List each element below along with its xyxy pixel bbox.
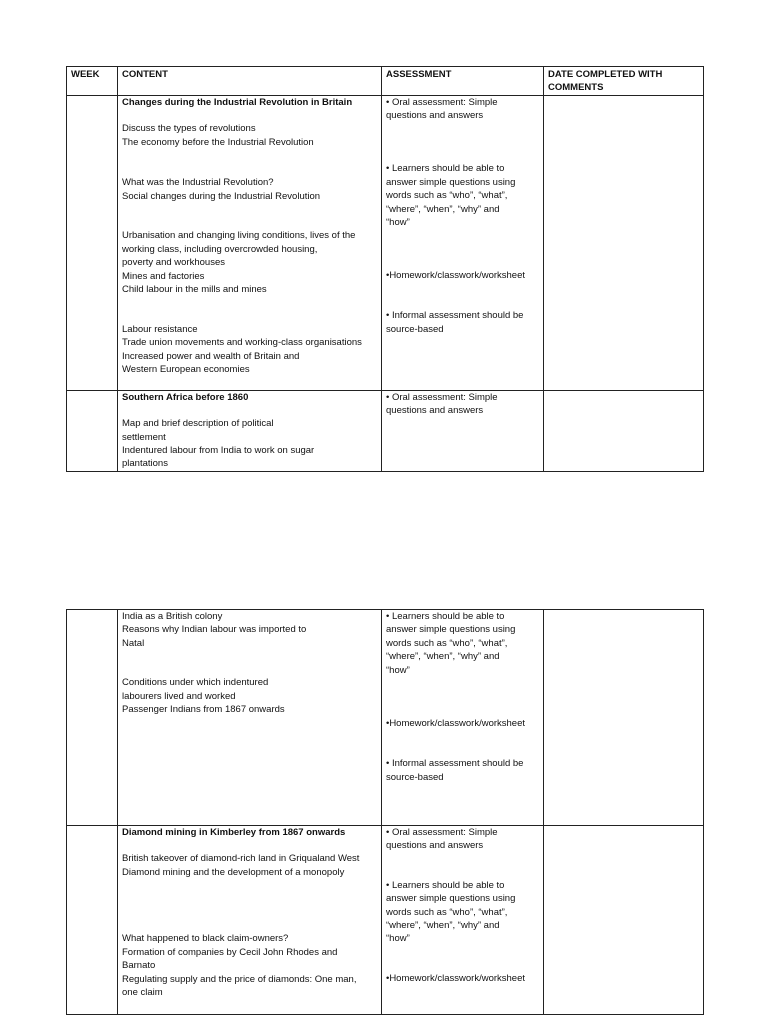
- content-line: Natal: [122, 638, 145, 649]
- content-line: poverty and workhouses: [122, 256, 225, 268]
- content-line: Indentured labour from India to work on sugar: [122, 444, 315, 456]
- assessment-line: source-based: [386, 772, 444, 783]
- content-line: Labour resistance: [122, 323, 198, 335]
- content-line: India as a British colony: [122, 611, 223, 622]
- assessment-line: “how”: [386, 933, 410, 944]
- header-week: WEEK: [67, 67, 118, 96]
- content-line: Regulating supply and the price of diamonds: One man,: [122, 974, 357, 985]
- topic-heading: Changes during the Industrial Revolution in Britain: [122, 96, 353, 108]
- week-cell: [67, 610, 118, 826]
- content-line: What happened to black claim-owners?: [122, 933, 289, 944]
- assessment-line: •Homework/classwork/worksheet: [386, 973, 526, 984]
- assessment-line: words such as “who”, “what”,: [386, 638, 508, 649]
- header-date-completed: DATE COMPLETED WITH COMMENTS: [544, 67, 704, 96]
- header-row: [67, 67, 704, 96]
- table-row: [67, 390, 704, 471]
- date-completed-cell: [544, 95, 704, 390]
- date-completed-cell: [544, 390, 704, 471]
- assessment-line: “where”, “when”, “why” and: [386, 920, 500, 931]
- assessment-line: • Learners should be able to: [386, 162, 505, 174]
- content-line: Mines and factories: [122, 270, 205, 282]
- week-cell: [67, 390, 118, 471]
- content-line: Barnato: [122, 960, 156, 971]
- content-line: Child labour in the mills and mines: [122, 283, 267, 295]
- content-cell: [118, 95, 382, 390]
- content-line: What was the Industrial Revolution?: [122, 176, 274, 188]
- content-cell: [118, 826, 382, 1015]
- assessment-line: “where”, “when”, “why” and: [386, 203, 500, 215]
- content-line: Social changes during the Industrial Revolution: [122, 190, 321, 202]
- content-line: Increased power and wealth of Britain and: [122, 350, 300, 362]
- assessment-line: •Homework/classwork/worksheet: [386, 718, 526, 729]
- assessment-line: • Learners should be able to: [386, 880, 505, 891]
- assessment-line: •Homework/classwork/worksheet: [386, 269, 526, 281]
- assessment-line: • Informal assessment should be: [386, 309, 524, 321]
- assessment-line: answer simple questions using: [386, 624, 516, 635]
- content-line: Discuss the types of revolutions: [122, 122, 256, 134]
- table-row: [67, 95, 704, 390]
- topic-heading: Diamond mining in Kimberley from 1867 onwards: [122, 827, 346, 838]
- assessment-cell: [382, 610, 544, 826]
- content-line: British takeover of diamond-rich land in Griqualand West: [122, 853, 360, 864]
- date-completed-cell: [544, 826, 704, 1015]
- content-line: Conditions under which indentured: [122, 677, 269, 688]
- assessment-cell: [382, 826, 544, 1015]
- content-line: Reasons why Indian labour was imported to: [122, 624, 307, 635]
- assessment-cell: [382, 390, 544, 471]
- assessment-line: answer simple questions using: [386, 893, 516, 904]
- week-cell: [67, 826, 118, 1015]
- content-line: The economy before the Industrial Revolution: [122, 136, 314, 148]
- content-cell: [118, 610, 382, 826]
- content-line: labourers lived and worked: [122, 691, 236, 702]
- content-line: one claim: [122, 987, 163, 998]
- table-row: [67, 826, 704, 1015]
- assessment-line: “how”: [386, 665, 410, 676]
- content-line: working class, including overcrowded housing,: [122, 243, 318, 255]
- content-line: Diamond mining and the development of a monopoly: [122, 867, 345, 878]
- assessment-line: questions and answers: [386, 109, 484, 121]
- week-cell: [67, 95, 118, 390]
- assessment-line: • Learners should be able to: [386, 611, 505, 622]
- assessment-line: “where”, “when”, “why” and: [386, 651, 500, 662]
- assessment-line: source-based: [386, 323, 444, 335]
- assessment-line: words such as “who”, “what”,: [386, 907, 508, 918]
- content-line: Trade union movements and working-class organisations: [122, 336, 362, 348]
- content-cell: [118, 390, 382, 471]
- content-line: Formation of companies by Cecil John Rhodes and: [122, 947, 338, 958]
- curriculum-table-page-2: [66, 609, 704, 1015]
- assessment-line: questions and answers: [386, 404, 484, 416]
- assessment-line: “how”: [386, 216, 410, 228]
- assessment-line: • Oral assessment: Simple: [386, 96, 498, 108]
- assessment-line: words such as “who”, “what”,: [386, 189, 508, 201]
- assessment-line: • Oral assessment: Simple: [386, 827, 498, 838]
- table-row: [67, 610, 704, 826]
- topic-heading: Southern Africa before 1860: [122, 391, 249, 403]
- content-line: Urbanisation and changing living conditions, lives of the: [122, 229, 356, 241]
- content-line: Western European economies: [122, 363, 250, 375]
- header-content: CONTENT: [118, 67, 382, 96]
- content-line: plantations: [122, 457, 168, 469]
- assessment-line: answer simple questions using: [386, 176, 516, 188]
- assessment-line: questions and answers: [386, 840, 484, 851]
- content-line: settlement: [122, 431, 166, 443]
- assessment-line: • Informal assessment should be: [386, 758, 524, 769]
- header-assessment: ASSESSMENT: [382, 67, 544, 96]
- content-line: Map and brief description of political: [122, 417, 274, 429]
- content-line: Passenger Indians from 1867 onwards: [122, 704, 285, 715]
- assessment-cell: [382, 95, 544, 390]
- assessment-line: • Oral assessment: Simple: [386, 391, 498, 403]
- date-completed-cell: [544, 610, 704, 826]
- curriculum-table-page-1: [66, 66, 704, 472]
